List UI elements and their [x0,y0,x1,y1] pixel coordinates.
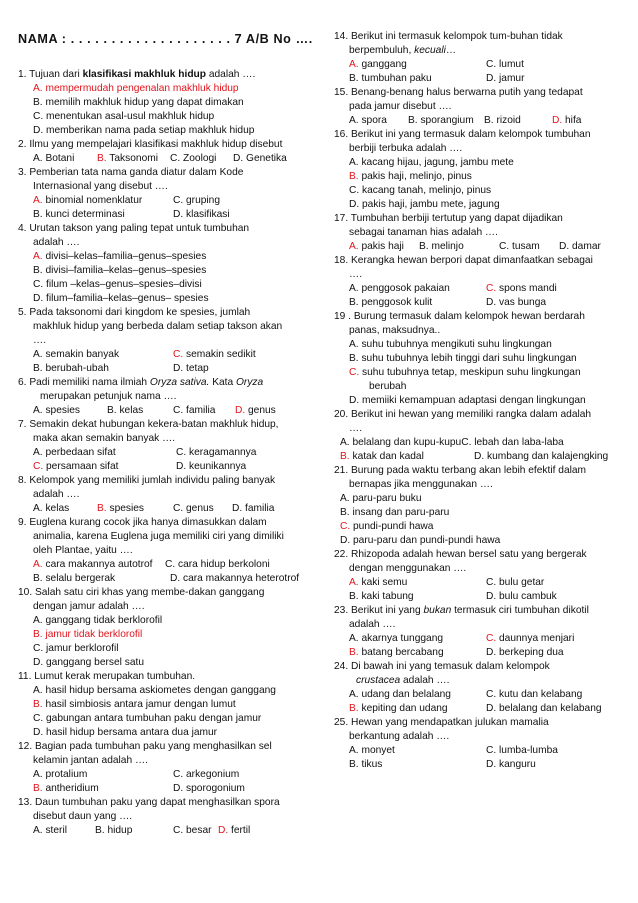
q18-option-d: D. vas bunga [486,297,547,308]
q23-stem-line2: adalah …. [349,619,396,630]
q10-option-c: C. jamur berklorofil [33,643,119,654]
q24-option-b: B. kepiting dan udang [349,703,448,714]
q3-option-d: D. klasifikasi [173,209,230,220]
q7-option-a: A. perbedaan sifat [33,447,116,458]
q8-option-a: A. kelas [33,503,70,514]
q3-stem-line1: 3. Pemberian tata nama ganda diatur dalam Kode [18,167,244,178]
q1-option-a: A. mempermudah pengenalan makhluk hidup [33,83,239,94]
q16-option-a: A. kacang hijau, jagung, jambu mete [349,157,514,168]
q19-option-b: B. suhu tubuhnya lebih tinggi dari suhu lingkungan [349,353,577,364]
q12-option-a: A. protalium [33,769,88,780]
q4-stem-line2: adalah …. [33,237,80,248]
q22-stem-line2: dengan menggunakan …. [349,563,467,574]
q5-stem-line2: makhluk hidup yang berbeda dalam setiap takson akan [33,321,283,332]
q15-stem-line1: 15. Benang-benang halus berwarna putih yang tedapat [334,87,583,98]
q19-stem-line1: 19 . Burung termasuk dalam kelompok hewan berdarah [334,311,585,322]
q8-option-c: C. genus [173,503,214,514]
q5-stem-line1: 5. Pada taksonomi dari kingdom ke spesies, jumlah [18,307,251,318]
q21-stem-line2: bernapas jika menggunakan …. [349,479,493,490]
q22-option-c: C. bulu getar [486,577,545,588]
q20-option-a-c: A. belalang dan kupu-kupuC. lebah dan laba-laba [340,437,564,448]
q4-option-c: C. filum –kelas–genus–spesies–divisi [33,279,202,290]
q9-stem-line2: animalia, karena Euglena juga memiliki ciri yang dimiliki [33,531,284,542]
q8-stem-line1: 8. Kelompok yang memiliki jumlah individu paling banyak [18,475,276,486]
q11-option-c: C. gabungan antara tumbuhan paku dengan jamur [33,713,262,724]
q16-option-c: C. kacang tanah, melinjo, pinus [349,185,492,196]
q25-stem-line2: berkantung adalah …. [349,731,450,742]
q15-stem-line2: pada jamur disebut …. [349,101,452,112]
q8-stem-line2: adalah …. [33,489,80,500]
q14-stem-line2: berpembuluh, kecuali… [349,45,457,56]
q1-option-d: D. memberikan nama pada setiap makhluk hidup [33,125,255,136]
q3-stem-line2: Internasional yang disebut …. [33,181,168,192]
q24-stem-line1: 24. Di bawah ini yang temasuk dalam kelompok [334,661,550,672]
q8-option-b: B. spesies [97,503,145,514]
q7-option-c-correct: C. persamaan sifat [33,461,119,472]
q2-option-a: A. Botani [33,153,75,164]
q10-option-b: B. jamur tidak berklorofil [33,629,143,640]
q16-option-b: B. pakis haji, melinjo, pinus [349,171,472,182]
q3-option-b: B. kunci determinasi [33,209,125,220]
q22-stem-line1: 22. Rhizopoda adalah hewan bersel satu yang bergerak [334,549,587,560]
q12-stem-line2: kelamin jantan adalah …. [33,755,148,766]
q2-option-c: C. Zoologi [170,153,217,164]
q22-option-a: A. kaki semu [349,577,408,588]
q2-option-b: B. Taksonomi [97,153,158,164]
q24-option-a: A. udang dan belalang [349,689,451,700]
q15-option-c: B. rizoid [484,115,521,126]
q14-option-a: A. ganggang [349,59,407,70]
q25-option-a: A. monyet [349,745,395,756]
q23-option-c: C. daunnya menjari [486,633,575,644]
q7-option-d: D. keunikannya [176,461,247,472]
q9-option-b: B. selalu bergerak [33,573,116,584]
q1-option-c: C. menentukan asal-usul makhluk hidup [33,111,215,122]
q17-stem-line2: sebagai tanaman hias adalah …. [349,227,498,238]
q15-option-b: B. sporangium [408,115,474,126]
q15-option-a: A. spora [349,115,387,126]
q4-option-d: D. filum–familia–kelas–genus– spesies [33,293,209,304]
q9-option-a: A. cara makannya autotrof [33,559,153,570]
q16-stem-line1: 16. Berikut ini yang termasuk dalam kelompok tumbuhan [334,129,591,140]
q6-option-b: B. kelas [107,405,144,416]
q5-option-a: A. semakin banyak [33,349,120,360]
q1-stem: 1. Tujuan dari klasifikasi makhluk hidup adalah …. [18,69,256,80]
q9-stem-line3: oleh Plantae, yaitu …. [33,545,133,556]
q19-option-c-line2: berubah [369,381,407,392]
q13-option-a: A. steril [33,825,67,836]
q18-stem-line2: …. [349,269,363,280]
q14-option-b: B. tumbuhan paku [349,73,432,84]
q23-stem-line1: 23. Berikut ini yang bukan termasuk ciri tumbuhan dikotil [334,605,589,616]
q2-option-d: D. Genetika [233,153,287,164]
q23-option-d: D. berkeping dua [486,647,564,658]
q23-option-b: B. batang bercabang [349,647,444,658]
q10-stem-line1: 10. Salah satu ciri khas yang membe-dakan ganggang [18,587,265,598]
q15-option-d: D. hifa [552,115,582,126]
q7-stem-line2: maka akan semakin banyak …. [33,433,176,444]
q1-option-b: B. memilih makhluk hidup yang dapat dimakan [33,97,244,108]
q25-option-d: D. kanguru [486,759,536,770]
q6-option-d: D. genus [235,405,276,416]
q24-option-d: D. belalang dan kelabang [486,703,602,714]
q18-option-b: B. penggosok kulit [349,297,433,308]
q16-stem-line2: berbiji terbuka adalah …. [349,143,463,154]
q11-option-a: A. hasil hidup bersama askiometes dengan ganggang [33,685,276,696]
q5-option-b: B. berubah-ubah [33,363,109,374]
q20-option-d: D. kumbang dan kalajengking [474,451,609,462]
q6-option-c: C. familia [173,405,216,416]
q21-option-d: D. paru-paru dan pundi-pundi hawa [340,535,501,546]
q16-option-d: D. pakis haji, jambu mete, jagung [349,199,500,210]
q3-option-c: C. gruping [173,195,221,206]
q3-option-a: A. binomial nomenklatur [33,195,143,206]
q20-stem-line1: 20. Berikut ini hewan yang memiliki rangka dalam adalah [334,409,592,420]
q13-option-b: B. hidup [95,825,133,836]
q24-stem-line2: crustacea adalah …. [356,675,450,686]
q22-option-d: D. bulu cambuk [486,591,557,602]
q9-option-d: D. cara makannya heterotrof [170,573,300,584]
q21-option-c: C. pundi-pundi hawa [340,521,434,532]
q20-option-b: B. katak dan kadal [340,451,424,462]
q17-option-c: C. tusam [499,241,540,252]
q19-option-c: C. suhu tubuhnya tetap, meskipun suhu lingkungan [349,367,581,378]
q7-option-c: C. keragamannya [176,447,257,458]
q14-option-d: D. jamur [486,73,525,84]
q14-option-c: C. lumut [486,59,524,70]
q25-stem-line1: 25. Hewan yang mendapatkan julukan mamalia [334,717,549,728]
q18-stem-line1: 18. Kerangka hewan berpori dapat dimanfaatkan sebagai [334,255,593,266]
q4-stem-line1: 4. Urutan takson yang paling tepat untuk tumbuhan [18,223,250,234]
q21-option-b: B. insang dan paru-paru [340,507,450,518]
q18-option-c: C. spons mandi [486,283,557,294]
q13-option-c: C. besar [173,825,212,836]
q13-stem-line2: disebut daun yang …. [33,811,133,822]
q19-stem-line2: panas, maksudnya.. [349,325,441,336]
q25-option-b: B. tikus [349,759,383,770]
q19-option-a: A. suhu tubuhnya mengikuti suhu lingkungan [349,339,552,350]
q20-stem-line2: …. [349,423,363,434]
q22-option-b: B. kaki tabung [349,591,414,602]
q21-option-a: A. paru-paru buku [340,493,422,504]
q17-option-d: D. damar [559,241,601,252]
q12-option-d: D. sporogonium [173,783,245,794]
q11-option-b: B. hasil simbiosis antara jamur dengan lumut [33,699,236,710]
q9-option-c: C. cara hidup berkoloni [165,559,270,570]
q6-option-a: A. spesies [33,405,80,416]
q4-option-b: B. divisi–familia–kelas–genus–spesies [33,265,207,276]
q10-option-a: A. ganggang tidak berklorofil [33,615,163,626]
q2-stem: 2. Ilmu yang mempelajari klasifikasi makhluk hidup disebut [18,139,283,150]
q5-stem-line3: …. [33,335,47,346]
q11-option-d: D. hasil hidup bersama antara dua jamur [33,727,218,738]
q13-option-d: D. fertil [218,825,251,836]
q6-stem-line2: merupakan petunjuk nama …. [40,391,177,402]
q21-stem-line1: 21. Burung pada waktu terbang akan lebih efektif dalam [334,465,587,476]
q4-option-a: A. divisi–kelas–familia–genus–spesies [33,251,207,262]
q5-option-c: C. semakin sedikit [173,349,256,360]
q10-stem-line2: dengan jamur adalah …. [33,601,145,612]
q19-option-d: D. memiiki kemampuan adaptasi dengan lingkungan [349,395,586,406]
q17-option-b: B. melinjo [419,241,464,252]
q5-option-d: D. tetap [173,363,209,374]
q12-option-b: B. antheridium [33,783,99,794]
q17-option-a: A. pakis haji [349,241,404,252]
q8-option-d: D. familia [232,503,275,514]
q24-option-c: C. kutu dan kelabang [486,689,583,700]
q9-stem-line1: 9. Euglena kurang cocok jika hanya dimasukkan dalam [18,517,267,528]
q18-option-a: A. penggosok pakaian [349,283,450,294]
q12-option-c: C. arkegonium [173,769,240,780]
name-header: NAMA : . . . . . . . . . . . . . . . . . . . . 7 A/B No …. [18,32,313,46]
q6-stem-line1: 6. Padi memiliki nama ilmiah Oryza sativa. Kata Oryza [18,377,264,388]
q25-option-c: C. lumba-lumba [486,745,558,756]
q14-stem-line1: 14. Berikut ini termasuk kelompok tum-buhan tidak [334,31,563,42]
q10-option-d: D. ganggang bersel satu [33,657,145,668]
q12-stem-line1: 12. Bagian pada tumbuhan paku yang menghasilkan sel [18,741,272,752]
q13-stem-line1: 13. Daun tumbuhan paku yang dapat menghasilkan spora [18,797,280,808]
q11-stem: 11. Lumut kerak merupakan tumbuhan. [18,671,196,682]
q17-stem-line1: 17. Tumbuhan berbiji tertutup yang dapat dijadikan [334,213,563,224]
q7-stem-line1: 7. Semakin dekat hubungan kekera-batan makhluk hidup, [18,419,279,430]
q23-option-a: A. akarnya tunggang [349,633,444,644]
